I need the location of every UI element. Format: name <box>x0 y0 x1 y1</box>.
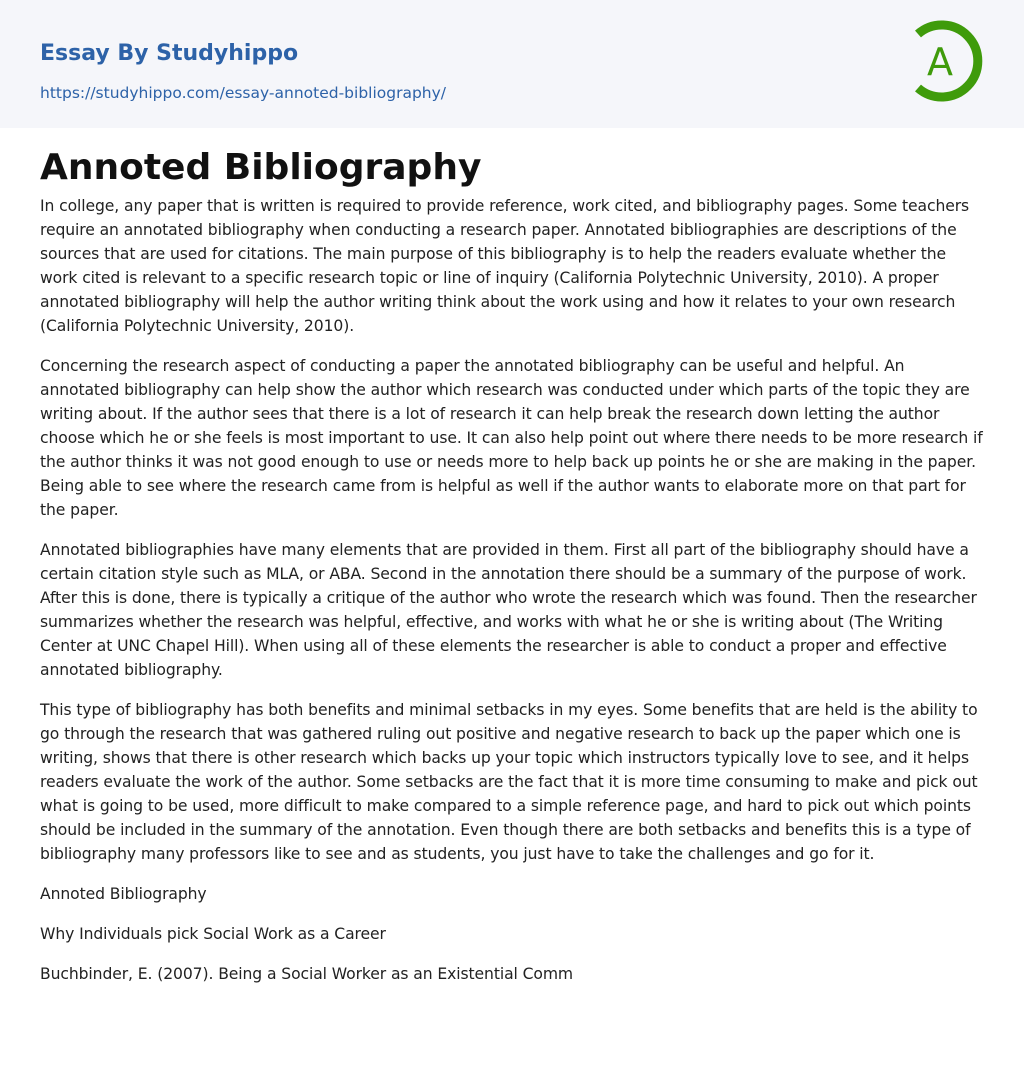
paragraph: In college, any paper that is written is required to provide reference, work cited, and bibliography pages. Some teachers require an annotated bibliography when conducting a research paper. Annotated bibliographies are descriptions of the sources that are used for citations. The main purpose of this bibliography is to help the readers evaluate whether the work cited is relevant to a specific research topic or line of inquiry (California Polytechnic University, 2010). A proper annotated bibliography will help the author writing think about the work using and how it relates to your own research (California Polytechnic University, 2010). <box>40 197 970 335</box>
paragraph: Annoted Bibliography <box>40 885 207 903</box>
article <box>0 146 1024 986</box>
essay-url-link[interactable]: https://studyhippo.com/essay-annoted-bibliography/ <box>40 84 447 102</box>
paragraph: Buchbinder, E. (2007). Being a Social Worker as an Existential Comm <box>40 965 574 983</box>
paragraph: Annotated bibliographies have many elements that are provided in them. First all part of the bibliography should have a certain citation style such as MLA, or ABA. Second in the annotation there should be a summary of the purpose of work. After this is done, there is typically a critique of the author who wrote the research which was found. Then the researcher summarizes whether the research was helpful, effective, and works with what he or she is writing about (The Writing Center at UNC Chapel Hill). When using all of these elements the researcher is able to conduct a proper and effective annotated bibliography. <box>40 541 977 679</box>
brand-title: Essay By Studyhippo <box>40 41 299 66</box>
page-title: Annoted Bibliography <box>40 147 482 188</box>
paragraph: Why Individuals pick Social Work as a Career <box>40 925 386 943</box>
paragraph: Concerning the research aspect of conducting a paper the annotated bibliography can be useful and helpful. An annotated bibliography can help show the author which research was conducted under which parts of the topic they are writing about. If the author sees that there is a lot of research it can help break the research down letting the author choose which he or she feels is most important to use. It can also help point out where there needs to be more research if the author thinks it was not good enough to use or needs more to help back up points he or she are making in the paper. Being able to see where the research came from is helpful as well if the author wants to elaborate more on that part for the paper. <box>40 357 983 519</box>
site-header <box>0 0 1024 128</box>
logo-letter: A <box>927 40 953 84</box>
studyhippo-logo-icon[interactable] <box>910 18 986 104</box>
paragraph: This type of bibliography has both benefits and minimal setbacks in my eyes. Some benefits that are held is the ability to go through the research that was gathered ruling out positive and negative research to back up the paper which one is writing, shows that there is other research which backs up your topic which instructors typically love to see, and it helps readers evaluate the work of the author. Some setbacks are the fact that it is more time consuming to make and pick out what is going to be used, more difficult to make compared to a simple reference page, and hard to pick out which points should be included in the summary of the annotation. Even though there are both setbacks and benefits this is a type of bibliography many professors like to see and as students, you just have to take the challenges and go for it. <box>40 701 978 863</box>
